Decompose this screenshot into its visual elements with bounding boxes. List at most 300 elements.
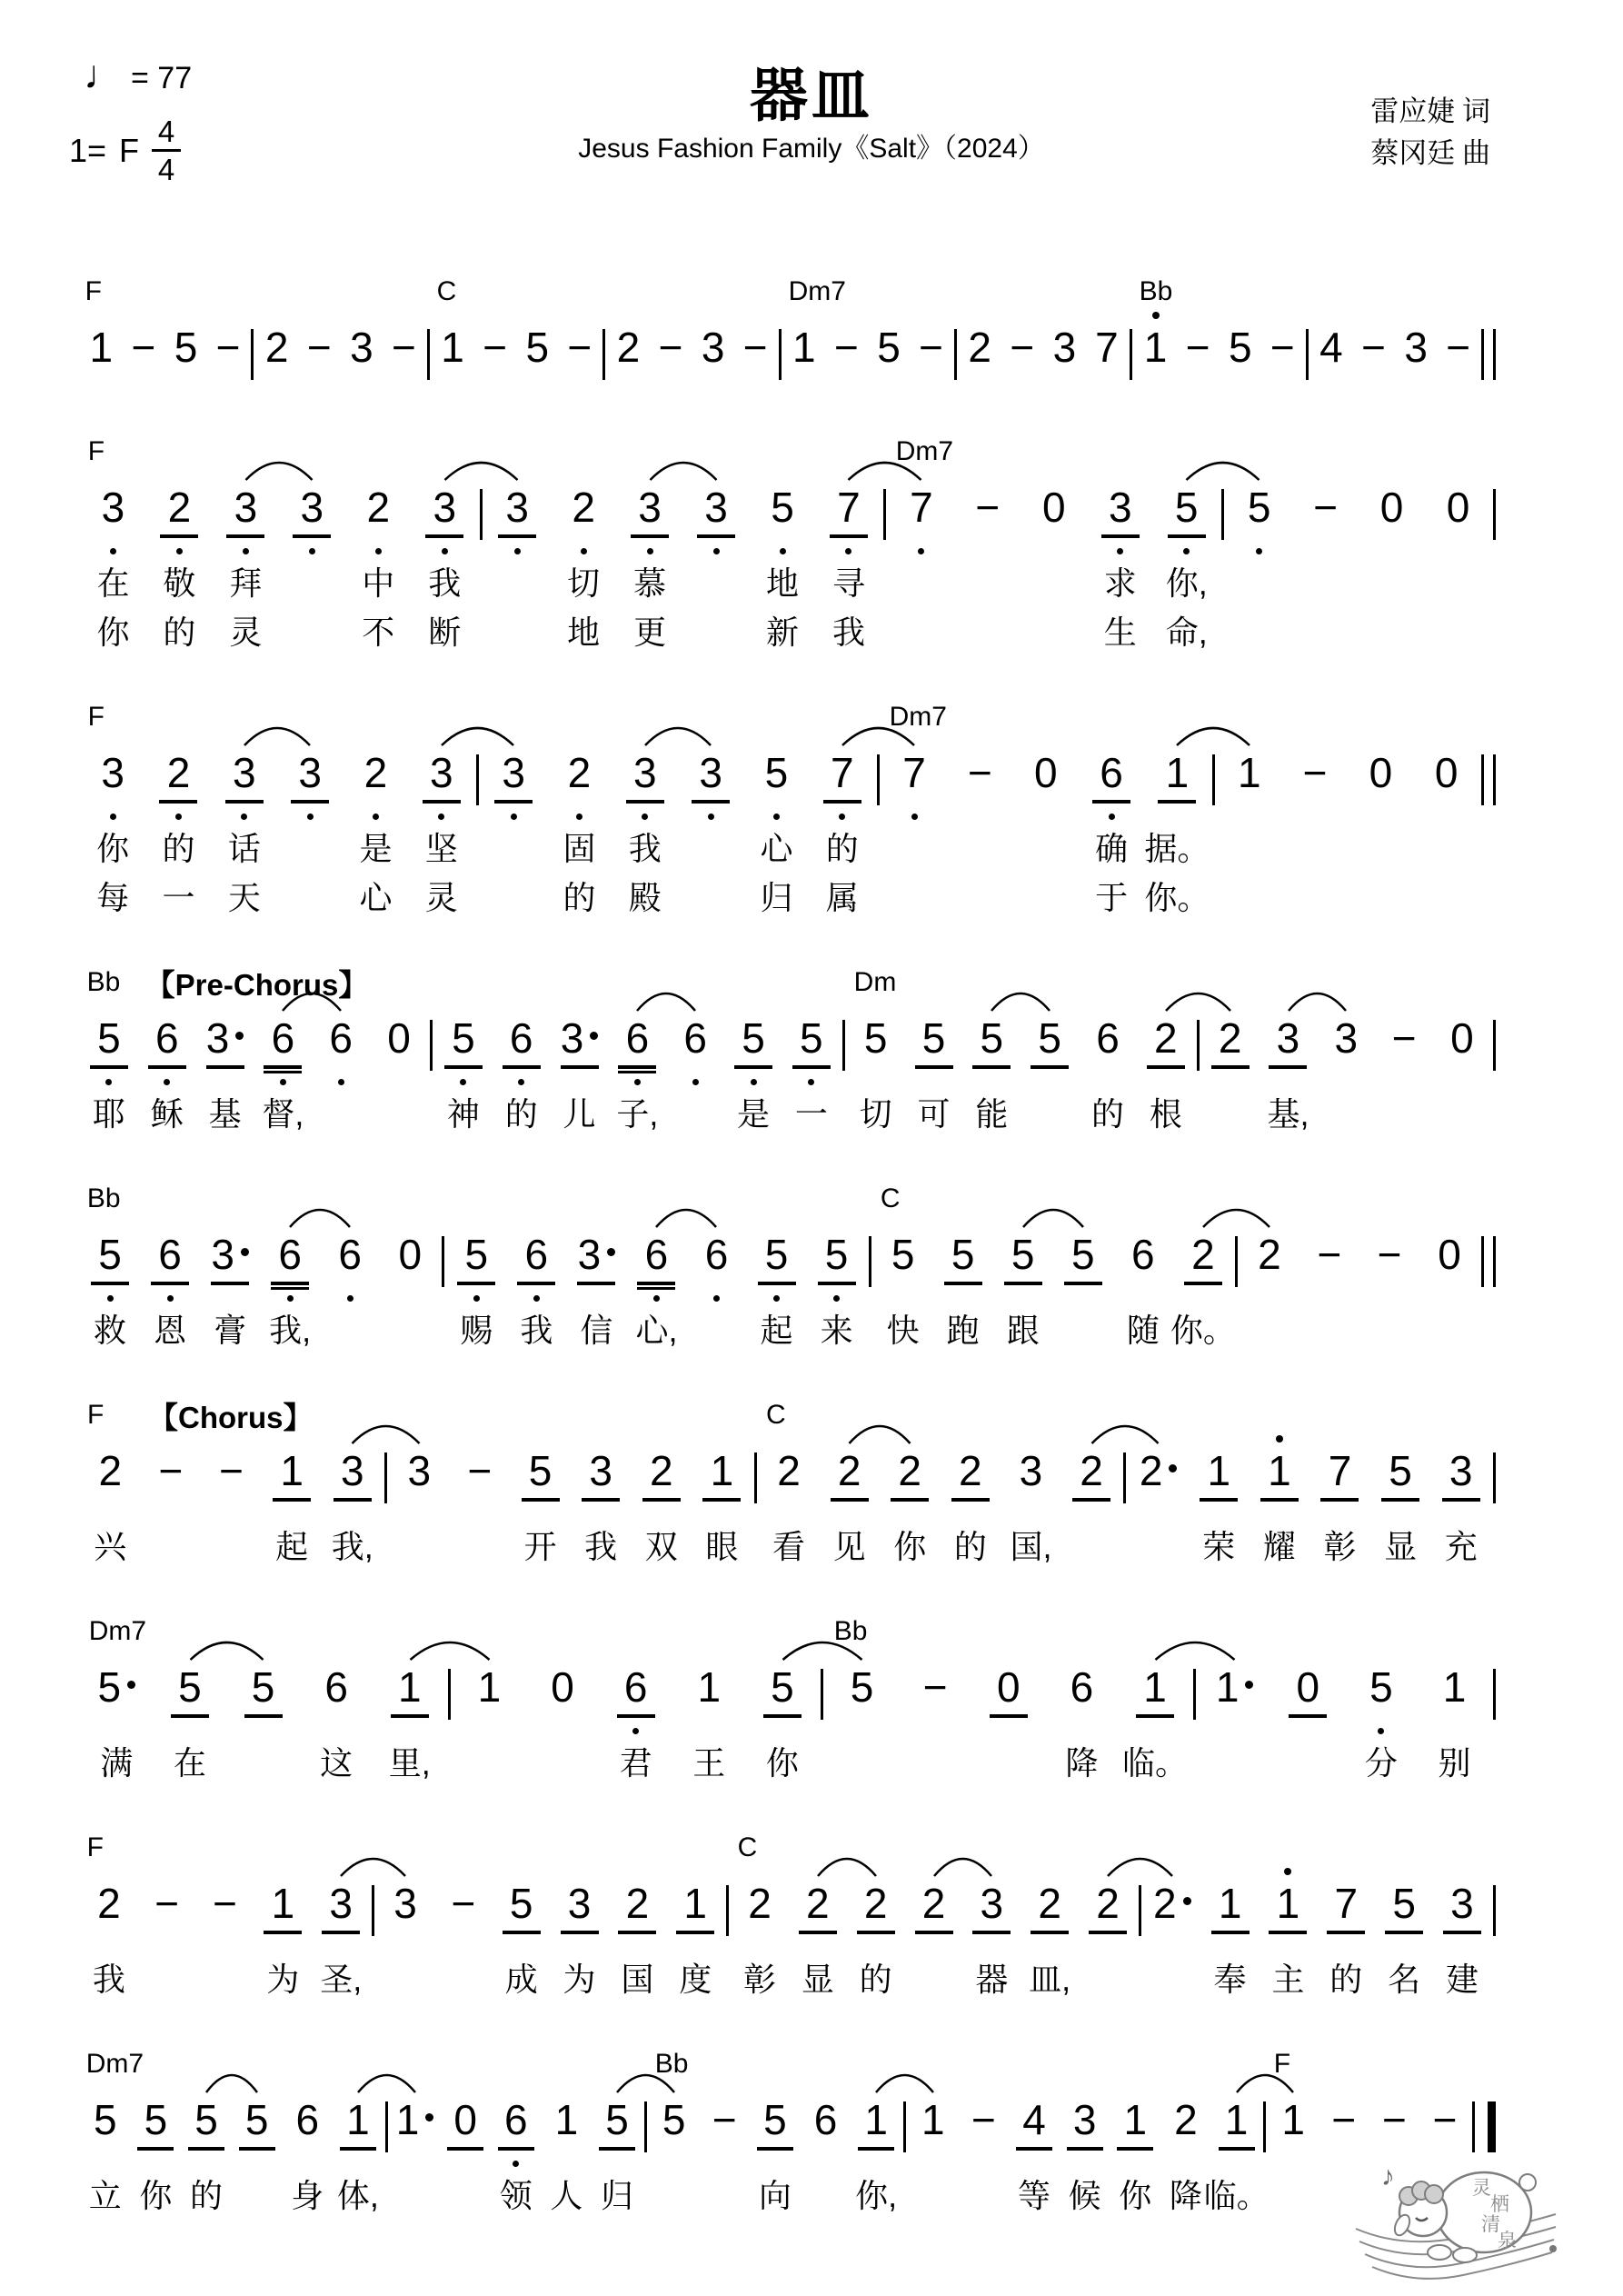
barline (1197, 1020, 1200, 1071)
note-digit: 1 (346, 2096, 370, 2143)
eighth-underline (447, 2147, 483, 2151)
lyric-syllable: 赐 (460, 1312, 493, 1349)
score-line (80, 960, 1498, 1138)
lyric-syllable: 别 (1438, 1744, 1471, 1782)
note-digit: − (658, 324, 683, 371)
lyric-syllable: 敬 (163, 564, 196, 602)
lyric-syllable-verse2: 新 (766, 614, 800, 651)
lyric-syllable-verse2: 天 (227, 879, 261, 916)
eighth-underline (1016, 2147, 1052, 2151)
slur-arc (353, 1426, 420, 1443)
note-digit: 6 (524, 1231, 549, 1278)
note-digit: 3 (433, 484, 457, 531)
lyric-syllable: 基 (208, 1095, 242, 1133)
lyric-syllable: 候 (1068, 2177, 1101, 2214)
eighth-underline (391, 1714, 429, 1718)
lyric-syllable: 建 (1445, 1961, 1479, 1998)
rest-token (1419, 1229, 1479, 1354)
eighth-underline (1269, 1065, 1307, 1069)
lyric-syllable: 我 (584, 1528, 618, 1565)
eighth-underline (1158, 800, 1196, 804)
note-digit: − (967, 749, 992, 796)
eighth-underline (990, 1714, 1028, 1718)
slur-arc (411, 1642, 490, 1660)
note-digit: 2 (959, 1447, 982, 1494)
slur-arc (645, 728, 711, 745)
lyric-syllable: 君 (619, 1744, 652, 1782)
note-digit: 3 (206, 1013, 244, 1063)
eighth-underline (734, 1065, 772, 1069)
chord-label: Bb (833, 1616, 868, 1646)
note-token (1143, 1878, 1201, 2003)
eighth-underline (498, 534, 536, 538)
note-digit: 1 (1216, 1662, 1254, 1712)
note-digit: 0 (1379, 484, 1404, 531)
eighth-underline (637, 1282, 675, 1285)
note-digit: 7 (837, 484, 861, 531)
rest-token (1425, 482, 1491, 656)
eighth-underline (1136, 1714, 1174, 1718)
eighth-underline (1200, 1498, 1238, 1502)
eighth-underline (517, 1282, 555, 1285)
note-digit: 1 (1144, 322, 1168, 373)
eighth-underline (271, 1282, 309, 1285)
note-token (1119, 1662, 1192, 1787)
eighth-underline (1004, 1282, 1042, 1285)
eighth-underline (291, 800, 329, 804)
note-digit: 2 (572, 484, 595, 531)
lyric-syllable: 为 (563, 1961, 596, 1998)
dash-token (123, 322, 165, 398)
note-digit: 5 (1011, 1231, 1035, 1278)
note-token (277, 747, 343, 922)
note-digit: 7 (910, 484, 933, 531)
octave-dot-below (243, 548, 249, 554)
barline (1493, 1452, 1496, 1503)
barline (779, 329, 782, 380)
note-token (608, 1013, 666, 1138)
note-digit: 1 (1143, 1663, 1167, 1711)
note-token (80, 1229, 140, 1354)
eighth-underline (273, 1498, 311, 1502)
octave-dot-below (287, 1295, 294, 1302)
lyric-syllable: 等 (1018, 2177, 1051, 2214)
note-digit: 5 (824, 1231, 849, 1278)
slur-arc (850, 1426, 911, 1443)
note-token (678, 747, 743, 922)
lyric-syllable-verse2: 生 (1103, 614, 1137, 651)
dash-token (910, 322, 952, 398)
note-token (1079, 747, 1144, 922)
section-label: 【Chorus】 (148, 1401, 314, 1434)
rest-token (972, 1662, 1046, 1787)
note-digit: − (1313, 484, 1339, 531)
note-token (200, 1229, 260, 1354)
dash-token (1282, 747, 1348, 922)
eighth-underline (457, 1282, 495, 1285)
eighth-underline (799, 1931, 837, 1934)
sheep-icon (1352, 2141, 1561, 2287)
note-digit: 5 (94, 2096, 117, 2143)
note-digit: − (219, 1447, 244, 1494)
note-token (810, 747, 875, 922)
note-digit: 0 (1033, 749, 1058, 796)
lyric-syllable-verse2: 不 (362, 614, 395, 651)
note-token (1021, 1013, 1079, 1138)
note-digit: 6 (504, 2096, 528, 2143)
note-digit: 6 (329, 1014, 353, 1062)
note-token (80, 322, 123, 398)
lyric-syllable: 的 (825, 830, 859, 867)
dash-token (825, 322, 868, 398)
lyric-syllable: 是 (359, 830, 393, 867)
barline (602, 329, 605, 380)
note-digit: 5 (452, 1014, 475, 1062)
eighth-underline (206, 1065, 244, 1069)
note-row (80, 1229, 1498, 1354)
note-digit: 3 (1108, 484, 1132, 531)
lyric-syllable: 地 (766, 564, 800, 602)
lyric-syllable: 我 (428, 564, 462, 602)
lyric-syllable: 儿 (563, 1095, 596, 1133)
octave-dot-below (241, 814, 247, 820)
note-digit: 5 (97, 1014, 121, 1062)
note-token (213, 482, 279, 656)
lyric-syllable: 恩 (154, 1312, 187, 1349)
note-digit: 3 (505, 484, 529, 531)
note-token (1418, 1662, 1491, 1787)
time-signature (152, 116, 181, 185)
note-digit: − (1391, 1014, 1417, 1062)
eighth-underline (818, 1282, 856, 1285)
lyric-syllable: 王 (692, 1744, 726, 1782)
note-token (1110, 2094, 1161, 2220)
note-digit: 1 (792, 324, 816, 371)
eighth-underline (423, 800, 461, 804)
note-token (750, 2094, 801, 2220)
note-digit: − (1270, 324, 1295, 371)
dash-token (473, 322, 516, 398)
note-token (322, 1445, 383, 1571)
lyric-syllable: 信 (580, 1312, 613, 1349)
note-digit: − (158, 1447, 184, 1494)
note-digit: 2 (616, 324, 641, 371)
note-digit: 2 (968, 324, 991, 371)
lyric-syllable: 拜 (229, 564, 263, 602)
lyric-syllable: 立 (88, 2177, 122, 2214)
eighth-underline (1064, 1282, 1102, 1285)
note-digit: 6 (1131, 1231, 1155, 1278)
octave-dot-below (338, 1079, 344, 1085)
lyric-syllable: 你 (96, 830, 130, 867)
lyric-syllable: 开 (523, 1528, 557, 1565)
note-token (1203, 2094, 1270, 2220)
note-digit: 3 (350, 324, 373, 371)
note-token (993, 1229, 1053, 1354)
note-token (847, 1013, 905, 1138)
note-digit: 3 (393, 1880, 417, 1927)
slur-arc (290, 1210, 350, 1227)
eighth-underline (239, 2147, 275, 2151)
dash-token (298, 322, 341, 398)
octave-dot-below (653, 1295, 660, 1302)
note-digit: 2 (167, 484, 192, 531)
note-token (1086, 322, 1129, 398)
note-token (1375, 1878, 1433, 2003)
note-token (255, 322, 298, 398)
note-token (1370, 1445, 1431, 1571)
eighth-underline (137, 2147, 174, 2151)
octave-dot-below (438, 814, 444, 820)
lyric-syllable: 的 (953, 1528, 987, 1565)
eighth-underline (159, 800, 197, 804)
octave-dot-below (513, 2161, 519, 2167)
eighth-underline (160, 534, 198, 538)
slur-arc (358, 2075, 415, 2092)
note-digit: 5 (771, 484, 794, 531)
lyric-syllable: 双 (644, 1528, 678, 1565)
note-token (1395, 322, 1438, 398)
meter-bottom: 4 (157, 153, 175, 186)
lyric-syllable: 的 (190, 2177, 224, 2214)
note-token (551, 1878, 609, 2003)
lyric-syllable-verse2: 每 (96, 879, 130, 916)
octave-dot-below (839, 814, 845, 820)
chord-label: C (766, 1400, 786, 1430)
note-digit: 6 (813, 2096, 838, 2143)
note-token (1045, 1662, 1119, 1787)
note-digit: 6 (683, 1014, 707, 1062)
slur-arc (1108, 1859, 1172, 1876)
tempo-value: = 77 (131, 61, 193, 95)
note-digit: 1 (396, 2094, 434, 2145)
note-token (373, 1662, 447, 1787)
note-digit: 3 (578, 1229, 616, 1280)
lyric-syllable: 在 (96, 564, 130, 602)
meter-bar (152, 149, 181, 152)
octave-dot-below (473, 1295, 480, 1302)
eighth-underline (90, 1065, 128, 1069)
rest-token (440, 2094, 491, 2220)
note-token (164, 322, 207, 398)
augmentation-dot (607, 1248, 615, 1256)
note-token (683, 482, 750, 656)
eighth-underline (264, 1931, 302, 1934)
octave-dot-below (833, 1295, 840, 1302)
note-digit: 1 (554, 2096, 579, 2143)
note-digit: 3 (1019, 1447, 1043, 1494)
lyric-syllable: 为 (266, 1961, 300, 1998)
eighth-underline (503, 1065, 541, 1069)
note-digit: − (1331, 2096, 1357, 2143)
note-digit: 2 (1191, 1231, 1215, 1278)
barline (384, 1452, 387, 1503)
note-token (724, 1013, 782, 1138)
octave-dot-below (845, 548, 851, 554)
lyric-syllable: 归 (601, 2177, 634, 2214)
note-digit: − (1446, 324, 1471, 371)
note-digit: 3 (430, 749, 453, 796)
note-digit: 0 (1450, 1014, 1474, 1062)
note-digit: 2 (1258, 1231, 1281, 1278)
note-token (320, 1229, 380, 1354)
note-token (959, 322, 1001, 398)
note-token (80, 1013, 138, 1138)
score-line (80, 269, 1498, 398)
eighth-underline (1443, 1931, 1481, 1934)
note-token (1430, 1445, 1491, 1571)
lyric-syllable: 督, (262, 1095, 304, 1133)
eighth-underline (1184, 1282, 1222, 1285)
page-title: 器皿 (750, 63, 873, 128)
note-token (686, 1229, 746, 1354)
rest-token (1359, 482, 1425, 656)
lyric-syllable: 心, (635, 1312, 678, 1349)
barline (842, 1020, 845, 1071)
note-token (389, 1445, 450, 1571)
note-token (851, 2094, 901, 2220)
note-token (390, 2094, 441, 2220)
note-digit: − (1185, 324, 1210, 371)
octave-dot-below (692, 1079, 699, 1085)
note-token (881, 747, 947, 922)
note-token (1260, 1013, 1318, 1138)
barline (877, 754, 880, 805)
note-token (254, 1013, 312, 1138)
dash-token (201, 1445, 262, 1571)
note-digit: 1 (398, 1663, 422, 1711)
octave-dot-below (642, 814, 648, 820)
note-token (626, 1229, 686, 1354)
note-token (815, 482, 881, 656)
key-signature (69, 116, 181, 185)
note-digit: 2 (363, 749, 388, 796)
eighth-underline (618, 1065, 656, 1069)
note-digit: 5 (174, 324, 198, 371)
note-token (196, 1013, 254, 1138)
lyric-syllable: 起 (275, 1528, 309, 1565)
lyric-syllable-verse2: 命, (1165, 614, 1208, 651)
note-digit: 1 (864, 2096, 888, 2143)
lyric-syllable: 看 (772, 1528, 806, 1565)
note-digit: 2 (98, 1447, 123, 1494)
note-token (131, 2094, 182, 2220)
note-digit: − (1432, 2096, 1458, 2143)
lyric-syllable-verse2: 你。 (1144, 879, 1210, 916)
note-digit: 6 (1070, 1663, 1094, 1711)
barline (726, 1885, 729, 1936)
note-token (807, 1229, 867, 1354)
lyric-syllable: 子, (616, 1095, 659, 1133)
note-token (493, 1013, 551, 1138)
eighth-underline (1117, 2147, 1153, 2151)
note-digit: 0 (398, 1231, 423, 1278)
lyric-syllable: 器 (975, 1961, 1009, 1998)
note-digit: 5 (763, 2096, 787, 2143)
eighth-underline (830, 534, 868, 538)
lyric-syllable: 里, (388, 1744, 431, 1782)
chord-label: F (85, 276, 102, 306)
chord-label: C (436, 276, 457, 306)
note-digit: 0 (1446, 484, 1470, 531)
eighth-underline (264, 1065, 302, 1069)
note-token (1061, 1445, 1122, 1571)
note-digit: 2 (1140, 1445, 1178, 1496)
dash-token (959, 2094, 1010, 2220)
note-token (80, 1662, 154, 1787)
note-digit: 2 (166, 749, 191, 796)
barline (1193, 1669, 1196, 1720)
note-digit: − (483, 324, 508, 371)
octave-dot-below (164, 1079, 170, 1085)
eighth-underline (915, 1065, 953, 1069)
chord-label: F (87, 436, 105, 466)
barline (1139, 1885, 1141, 1936)
octave-dot-above (1284, 1868, 1291, 1875)
note-digit: − (467, 1447, 493, 1494)
lyric-syllable: 眼 (705, 1528, 739, 1565)
lyric-syllable: 起 (760, 1312, 793, 1349)
note-token (666, 1878, 724, 2003)
note-token (631, 1445, 692, 1571)
note-digit: 5 (980, 1014, 1004, 1062)
dash-token (207, 322, 250, 398)
lyric-syllable: 分 (1364, 1744, 1398, 1782)
note-token (546, 747, 612, 922)
eighth-underline (1089, 1931, 1127, 1934)
barline (476, 754, 479, 805)
score (80, 269, 1498, 2258)
lyric-syllable: 的 (1090, 1095, 1124, 1133)
note-digit: 5 (244, 2096, 269, 2143)
eighth-underline (697, 534, 735, 538)
lyric-syllable: 国, (1010, 1528, 1052, 1565)
note-digit: 5 (764, 749, 789, 796)
note-digit: − (833, 324, 859, 371)
octave-dot-below (773, 814, 780, 820)
lyric-syllable: 领 (499, 2177, 533, 2214)
note-token (746, 1662, 820, 1787)
lyric-syllable: 我 (628, 830, 662, 867)
note-digit: 2 (264, 324, 289, 371)
lyric-syllable: 随 (1126, 1312, 1160, 1349)
lyric-syllable-verse2: 你 (96, 614, 130, 651)
lyric-syllable: 的 (859, 1961, 892, 1998)
octave-dot-below (176, 548, 183, 554)
augmentation-dot (1183, 1897, 1191, 1905)
note-token (341, 322, 383, 398)
note-digit: − (922, 1663, 948, 1711)
augmentation-dot (127, 1681, 135, 1689)
barline (903, 2101, 906, 2152)
eighth-underline (915, 1931, 953, 1934)
lyric-syllable: 固 (563, 830, 596, 867)
barline (1221, 489, 1224, 540)
eighth-underline (582, 1498, 620, 1502)
eighth-underline (831, 1498, 869, 1502)
eighth-underline (498, 2147, 534, 2151)
note-token (759, 1445, 820, 1571)
slur-arc (1289, 993, 1346, 1011)
lyric-syllable: 降 (1169, 2177, 1202, 2214)
chord-label: F (87, 702, 105, 732)
octave-dot-below (647, 548, 653, 554)
note-row (80, 322, 1498, 398)
octave-dot-below (105, 1079, 112, 1085)
note-digit: 6 (625, 1014, 650, 1062)
augmentation-dot (1169, 1464, 1177, 1472)
lyric-syllable: 据。 (1144, 830, 1210, 867)
